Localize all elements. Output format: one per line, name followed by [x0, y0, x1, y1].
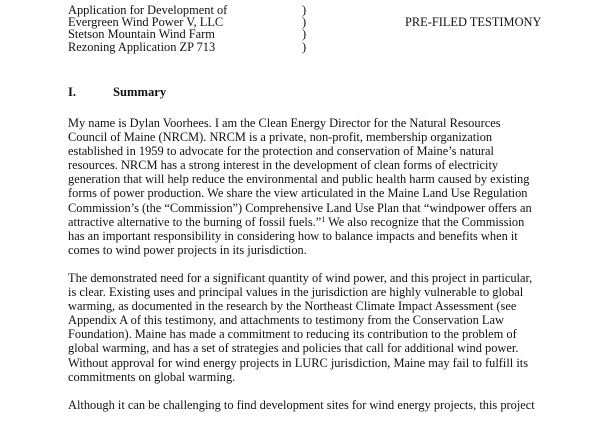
- paragraph-text: My name is Dylan Voorhees. I am the Clean Energy Director for the Natural Resources Council of Maine (NRCM). NRCM is a private, non-profit, membership organization established in 1959 to advocate for the protection and conservation of Maine’s natural resources. NRCM has a strong interest in the development of clean forms of electricity generation that will help reduce the environmental and public health harm caused by existing forms of power production. We share the view articulated in the Maine Land Use Regulation Commission’s (the “Commission”) Comprehensive Land Use Plan that “windpower offers an attractive alternative to the burning of fossil fuels.”: [68, 116, 532, 229]
- paragraph-sites: Although it can be challenging to find development sites for wind energy projects, this project: [68, 397, 535, 412]
- document-title: PRE-FILED TESTIMONY: [405, 15, 542, 30]
- paragraph-text: We also recognize that the Commission has an important responsibility in considering how to balance impacts and benefits when it comes to wind power projects in its jurisdiction.: [68, 214, 525, 257]
- section-heading: [68, 85, 166, 100]
- caption-row: [68, 41, 548, 53]
- body-text: [68, 116, 538, 426]
- footnote-marker[interactable]: 1: [321, 214, 326, 224]
- caption-line: Evergreen Wind Power V, LLC: [68, 15, 224, 30]
- caption-paren: ): [302, 15, 307, 30]
- caption-row: [68, 28, 548, 40]
- paragraph-intro: [68, 116, 538, 257]
- caption-line: Application for Development of: [68, 3, 228, 17]
- section-title: Summary: [113, 85, 167, 99]
- section-number: I.: [68, 85, 77, 99]
- case-caption: [68, 4, 548, 53]
- caption-line: Rezoning Application ZP 713: [68, 39, 216, 54]
- caption-paren: ): [302, 39, 307, 54]
- caption-line: Stetson Mountain Wind Farm: [68, 27, 215, 42]
- paragraph-need: The demonstrated need for a significant quantity of wind power, and this project in particular, is clear. Existing uses and principal values in the jurisdiction are highly vulnerable to global warming, as documented in the research by the Northeast Climate Impact Assessment (see Appendix A of this testimony, and attachments to testimony from the Conservation Law Foundation). Maine has made a commitment to reducing its contribution to the problem of global warming, and has a set of strategies and policies that call for additional wind power. Without approval for wind energy projects in LURC jurisdiction, Maine may fail to fulfill its commitments on global warming.: [68, 270, 533, 384]
- caption-paren: ): [302, 3, 307, 17]
- caption-paren: ): [302, 27, 307, 42]
